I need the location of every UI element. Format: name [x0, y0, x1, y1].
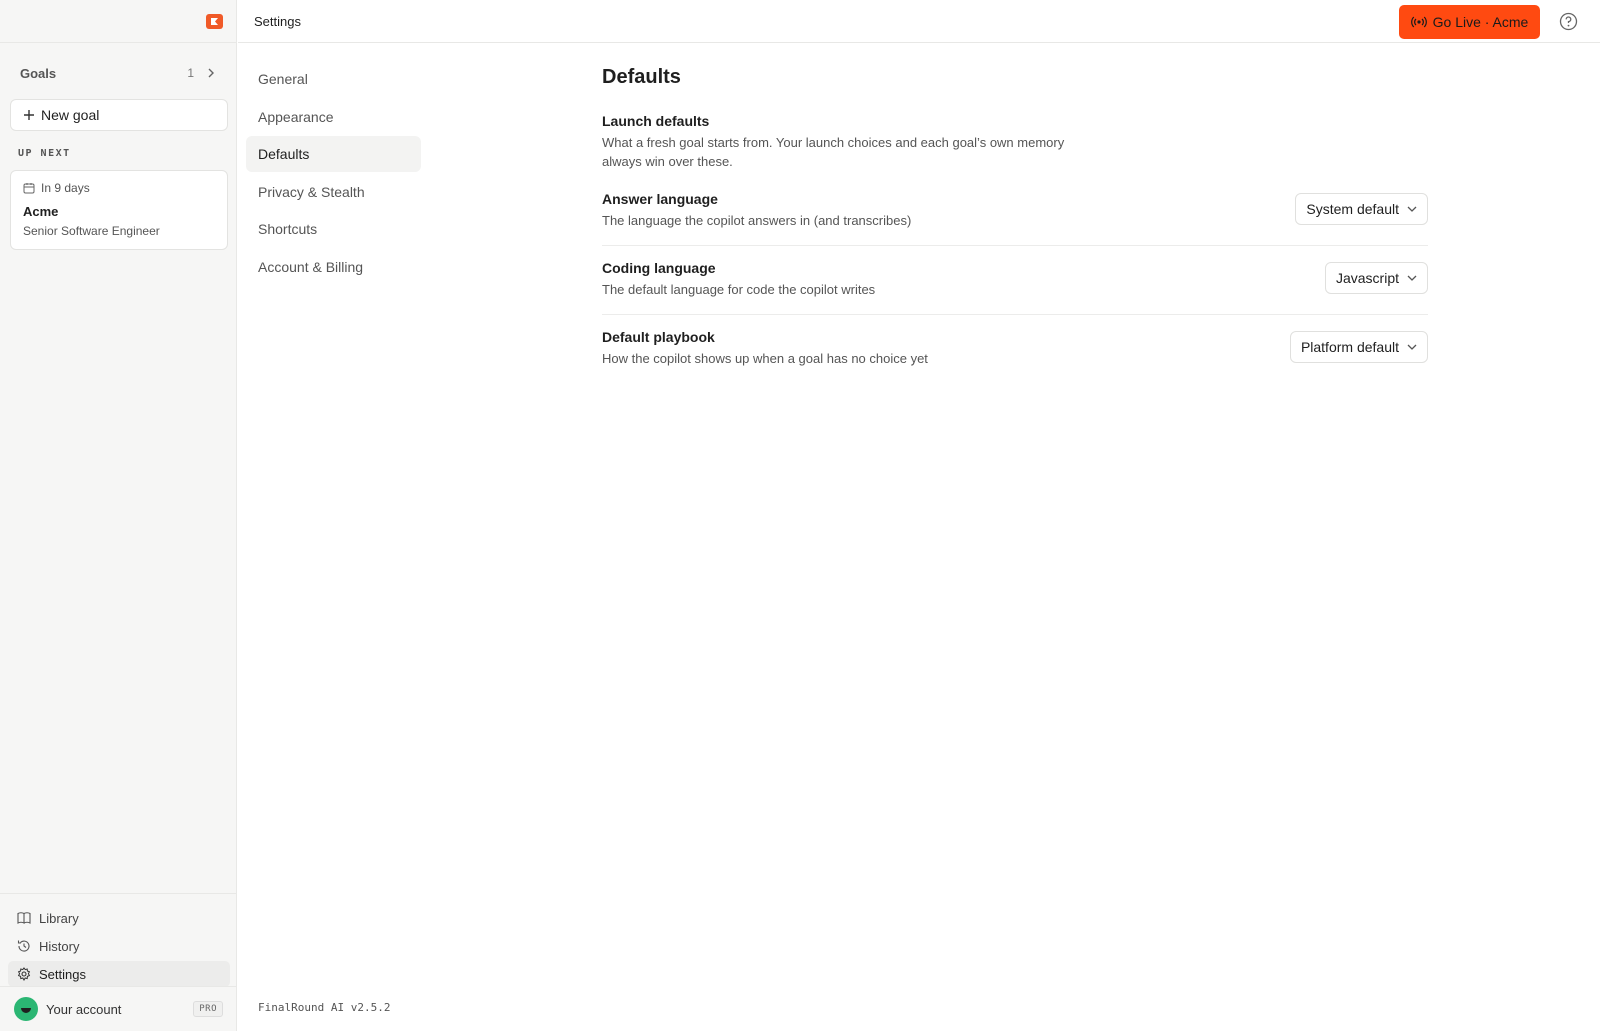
- default-playbook-select[interactable]: [1290, 331, 1428, 363]
- calendar-icon: [23, 182, 35, 194]
- sidebar-item-library[interactable]: [8, 905, 230, 931]
- setting-title: Coding language: [602, 260, 716, 276]
- launch-defaults-desc: What a fresh goal starts from. Your launch choices and each goal’s own memory always win over these.: [602, 135, 1065, 169]
- goals-count: 1: [187, 66, 194, 80]
- select-value: System default: [1306, 201, 1399, 217]
- version-label: FinalRound AI v2.5.2: [258, 1001, 391, 1014]
- setting-desc: The language the copilot answers in (and transcribes): [602, 213, 912, 228]
- go-live-label: Go Live · Acme: [1432, 14, 1529, 30]
- setting-row-default-playbook: [602, 315, 1428, 384]
- help-circle-icon[interactable]: [1559, 12, 1578, 31]
- launch-defaults-section: [602, 113, 1428, 171]
- section-title: Defaults: [602, 66, 681, 88]
- sidebar-divider: [0, 893, 237, 894]
- broadcast-icon: [1411, 16, 1427, 28]
- sidebar-item-settings[interactable]: [8, 961, 230, 987]
- settings-nav-shortcuts[interactable]: Shortcuts: [258, 221, 318, 237]
- select-value: Javascript: [1335, 270, 1399, 286]
- settings-nav-appearance[interactable]: Appearance: [258, 108, 334, 125]
- defaults-panel: [602, 66, 1428, 384]
- setting-desc: The default language for code the copilot writes: [602, 282, 876, 297]
- settings-nav-account-billing[interactable]: Account & Billing: [258, 258, 364, 275]
- gear-icon: [17, 967, 31, 981]
- coding-language-select[interactable]: [1325, 262, 1428, 294]
- goals-header[interactable]: [20, 64, 218, 82]
- up-next-heading: UP NEXT: [18, 148, 71, 159]
- go-live-button[interactable]: [1399, 5, 1540, 39]
- account-button[interactable]: [0, 986, 237, 1031]
- new-goal-label: New goal: [41, 107, 100, 123]
- launch-defaults-title: Launch defaults: [602, 113, 710, 129]
- setting-title: Default playbook: [602, 329, 715, 345]
- up-next-when-text: In 9 days: [41, 181, 90, 195]
- goals-label: Goals: [20, 65, 57, 81]
- topbar: [238, 0, 1600, 43]
- sidebar-item-label: History: [39, 938, 80, 954]
- setting-title: Answer language: [602, 191, 718, 207]
- chevron-right-icon[interactable]: [204, 66, 218, 80]
- sidebar-header: [0, 0, 236, 43]
- page-title: Settings: [254, 14, 301, 29]
- logo-icon[interactable]: [206, 14, 223, 29]
- setting-row-answer-language: [602, 177, 1428, 246]
- avatar: [14, 997, 38, 1021]
- up-next-card[interactable]: [10, 170, 228, 250]
- answer-language-select[interactable]: [1295, 193, 1428, 225]
- up-next-role: Senior Software Engineer: [23, 224, 160, 238]
- setting-desc: How the copilot shows up when a goal has no choice yet: [602, 351, 928, 366]
- book-icon: [17, 911, 31, 925]
- sidebar: [0, 0, 237, 1031]
- chevron-down-icon: [1407, 275, 1417, 281]
- settings-nav: [246, 61, 421, 286]
- select-value: Platform default: [1300, 339, 1399, 355]
- plan-badge: PRO: [193, 1001, 223, 1017]
- account-label: Your account: [46, 1001, 122, 1017]
- up-next-when: [23, 181, 215, 195]
- up-next-company: Acme: [23, 204, 59, 219]
- chevron-down-icon: [1407, 344, 1417, 350]
- new-goal-button[interactable]: [10, 99, 228, 131]
- sidebar-item-label: Library: [39, 910, 79, 926]
- history-icon: [17, 939, 31, 953]
- settings-nav-general[interactable]: General: [258, 71, 308, 87]
- sidebar-item-history[interactable]: [8, 933, 230, 959]
- settings-nav-defaults[interactable]: Defaults: [246, 136, 421, 172]
- chevron-down-icon: [1407, 206, 1417, 212]
- settings-nav-privacy-stealth[interactable]: Privacy & Stealth: [258, 183, 365, 200]
- setting-row-coding-language: [602, 246, 1428, 315]
- plus-icon: [23, 106, 35, 124]
- sidebar-item-label: Settings: [39, 966, 86, 982]
